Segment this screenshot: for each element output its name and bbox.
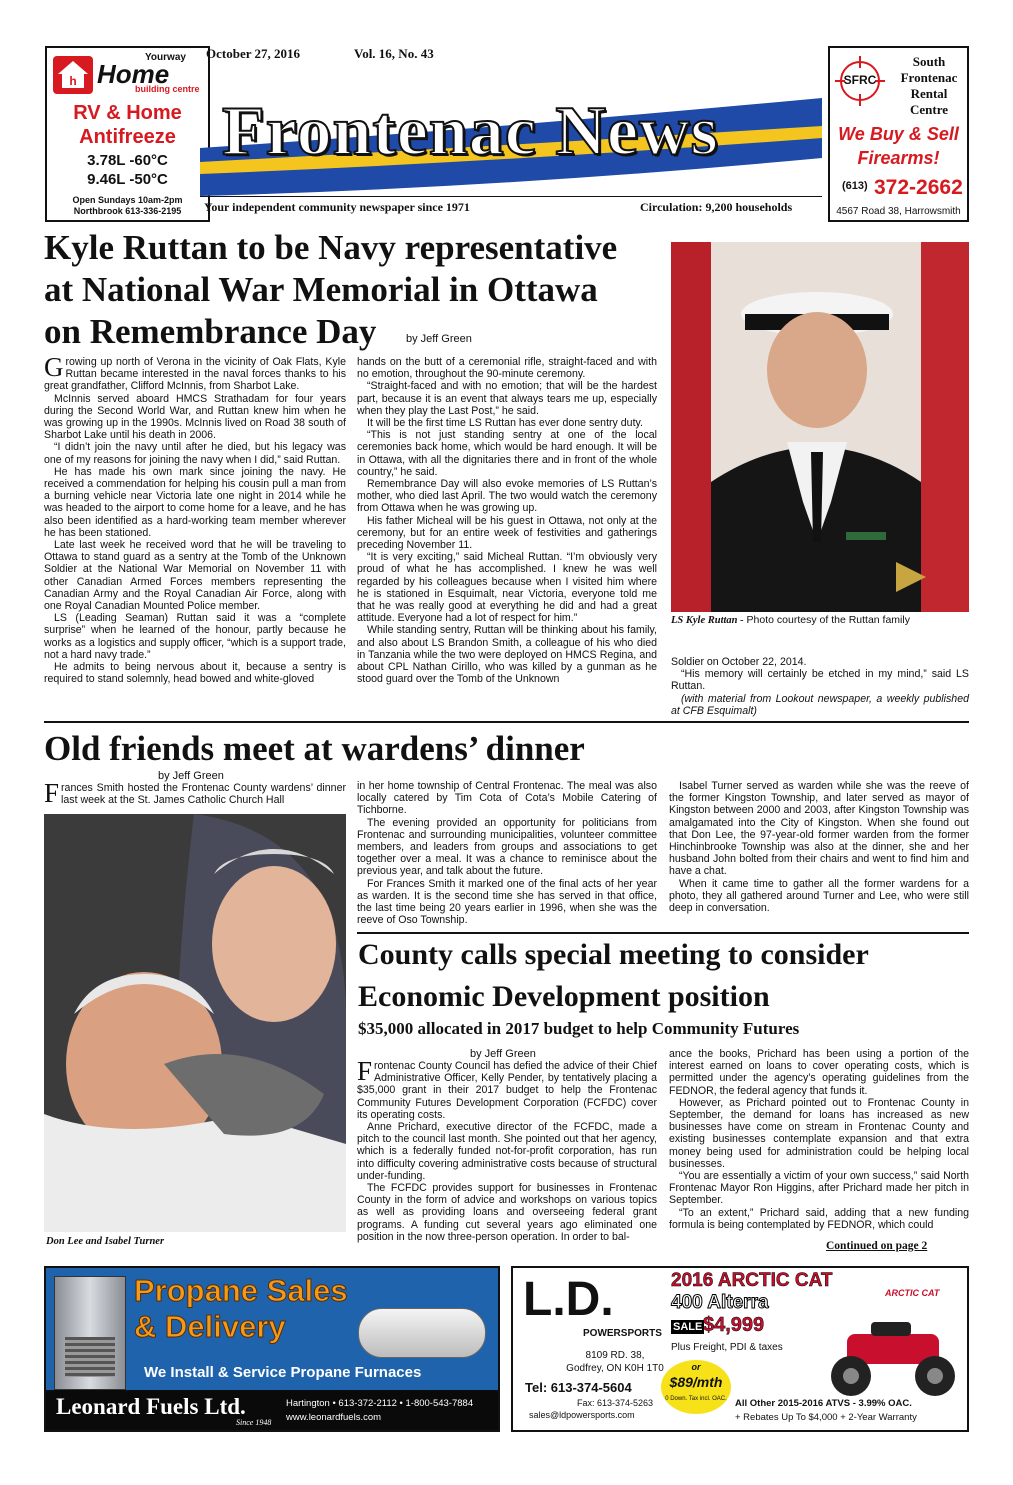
- propane-tank: [358, 1308, 486, 1358]
- paragraph: Isabel Turner served as warden while she was the reeve of the former Kingston Township, and later served as mayor of Kingston between 2000 and 2003, after Kingston Township was amalgamated into the City of Kingston. When she found out that Don Lee, the 97-year-old former warden from the former Hinchinbrooke Township was also at the dinner, she and her husband John bolted from their chairs and went to find him and have a chat.: [669, 780, 969, 878]
- article2-headline: Old friends meet at wardens’ dinner: [44, 729, 585, 768]
- section-rule-2: [357, 932, 969, 934]
- article3-headline-line1: County calls special meeting to consider: [358, 938, 869, 971]
- home-building-centre-ad[interactable]: [45, 46, 210, 222]
- propane-footer: [46, 1390, 498, 1430]
- editor-note: (with material from Lookout newspaper, a weekly published at CFB Esquimalt): [671, 692, 969, 717]
- ld-address2: Godfrey, ON K0H 1T0: [566, 1363, 664, 1374]
- paragraph: ance the books, Prichard has been using a portion of the interest earned on loans to cover operating costs, which is permitted under the agency’s operating guidelines from the FEDNOR, the federal agency that funds it.: [669, 1048, 969, 1097]
- monthly-price: $89/mth: [669, 1374, 723, 1390]
- wardens-caption: Don Lee and Isabel Turner: [46, 1236, 165, 1247]
- ruttan-photo: [671, 242, 969, 612]
- ad-line2: Antifreeze: [79, 126, 176, 148]
- propane-title1: Propane Sales: [134, 1273, 348, 1308]
- paragraph: “To an extent,” Prichard said, adding that a new funding formula is being contemplated by FEDNOR, which could: [669, 1206, 969, 1231]
- monthly-burst: [661, 1360, 731, 1414]
- article2-dropcap: F: [44, 778, 60, 808]
- couple-portrait: [44, 814, 346, 1232]
- arctic-model: 400 Alterra: [671, 1292, 769, 1313]
- arctic-sale-price: $4,999: [703, 1314, 765, 1336]
- issue-date: October 27, 2016: [206, 46, 300, 61]
- paragraph: He has made his own mark since joining the navy. He received a commendation for helping his cousin pull a man from a burning vehicle near Victoria late one night in 2014 while he was headed to the airport to come home for a leave, and he has also been identified as a hard-working team member wherever he has been stationed.: [44, 465, 346, 539]
- sfrc-logo: [835, 56, 885, 106]
- arctic-sale-label: SALE: [673, 1321, 703, 1333]
- furnace-vent: [65, 1337, 115, 1377]
- ld-fax: Fax: 613-374-5263: [576, 1398, 654, 1408]
- arctic-badge: ARCTIC CAT: [885, 1288, 940, 1298]
- continued-link[interactable]: Continued on page 2: [826, 1240, 928, 1252]
- furnace-image: [54, 1276, 126, 1390]
- paragraph: Soldier on October 22, 2014.: [671, 656, 807, 668]
- paragraph: “You are essentially a victim of your own success,” said North Frontenac Mayor Ron Higgins, after Prichard made her pitch in September.: [669, 1170, 969, 1207]
- phone: Northbrook 613-336-2195: [73, 206, 182, 216]
- article1-dropcap: G: [44, 356, 64, 382]
- ld-logo-sub: POWERSPORTS: [583, 1328, 662, 1339]
- article3-col2: [669, 1048, 969, 1238]
- paragraph: rances Smith hosted the Frontenac County wardens’ dinner last week at the St. James Catholic Church Hall: [61, 782, 346, 807]
- paragraph: While standing sentry, Ruttan will be thinking about his family, and also about LS Brandon Smith, a colleague of his who died in Tanzania while the two were deployed on HMCS Regina, and about CPL Nathan Cirillo, who was killed by a gunman as he stood guard over the Tomb of the Unknown: [357, 624, 657, 686]
- ld-logo: L.D.: [523, 1273, 614, 1326]
- sfrc-ad[interactable]: [828, 46, 969, 222]
- paragraph: “This is not just standing sentry at one of the local ceremonies back home, which would be hard enough. It will be in Ottawa, with all the dignitaries there and in front of the whole country,” he said.: [357, 429, 657, 478]
- circulation: Circulation: 9,200 households: [640, 200, 793, 214]
- wardens-photo: [44, 814, 346, 1232]
- sfrc-name2: Frontenac: [900, 70, 958, 85]
- leonard-fuels-ad[interactable]: [44, 1266, 500, 1432]
- paragraph: rontenac County Council has defied the advice of their Chief Administrative Officer, Kelly Pender, by tentatively placing a $35,000 grant in their 2017 budget to help the Frontenac Community Futures Development Corporation (FCFDC) cover its operating costs.: [357, 1060, 657, 1121]
- sfrc-slogan1: We Buy & Sell: [838, 124, 959, 144]
- article2-lead: [44, 778, 346, 808]
- paragraph: However, as Prichard pointed out to Frontenac County in September, the demand for loans has increased as new businesses have come on stream in Frontenac County and existing businesses contemplate expansion and that extra money being used for administration could be helping local businesses.: [669, 1096, 969, 1170]
- paragraph: The evening provided an opportunity for politicians from Frontenac and surrounding municipalities, volunteer committee members, and leaders from groups and associations to get together over a meal. It was a chance to reminisce about the previous year, and talk about the future.: [357, 816, 657, 878]
- brand-sub: building centre: [135, 84, 200, 94]
- article3-headline-line2: Economic Development position: [358, 980, 770, 1013]
- tagline: Your independent community newspaper since 1971: [204, 200, 470, 214]
- propane-service: We Install & Service Propane Furnaces: [144, 1364, 422, 1381]
- caption-text: Photo courtesy of the Ruttan family: [743, 614, 910, 626]
- paragraph: Late last week he received word that he will be traveling to Ottawa to stand guard as a sentry at the Tomb of the Unknown Soldier at the National War Memorial on November 11 with other Canadian Armed Forces members representing the Canadian Army and the Royal Canadian Air Force, along with one Royal Canadian Mounted Police member.: [44, 539, 346, 613]
- propane-since: Since 1948: [236, 1418, 272, 1427]
- ad-line1: RV & Home: [73, 102, 182, 124]
- atv-image: [821, 1312, 965, 1404]
- paragraph: His father Micheal will be his guest in Ottawa, not only at the ceremony, but for an entire week of festivities and gatherings preceding November 11.: [357, 514, 657, 552]
- paragraph: Remembrance Day will also evoke memories of LS Ruttan’s mother, who died last April. The two would watch the ceremony from Ottawa when he was growing up.: [357, 478, 657, 515]
- ld-tel: Tel: 613-374-5604: [525, 1380, 632, 1395]
- paragraph: “I didn’t join the navy until after he died, but his legacy was one of my reasons for joining the navy when I did,” said Ruttan.: [44, 441, 346, 466]
- paragraph: He admits to being nervous about it, because a sentry is required to stand solemnly, head bowed and white-gloved: [44, 661, 346, 686]
- svg-text:h: h: [69, 74, 77, 88]
- price2: 9.46L -50°C: [87, 171, 168, 188]
- article1-col2: [357, 356, 657, 712]
- issue-volume: Vol. 16, No. 43: [354, 46, 434, 61]
- paragraph: “It is very exciting,” said Micheal Ruttan. “I’m obviously very proud of what he has accomplished. I knew he was well regarded by his colleagues because when I visited him where he is stationed in Esquimalt, near Victoria, everyone told me that he was really good at everything he did and had a great attitude. Everyone had a lot of respect for him.”: [357, 551, 657, 625]
- paragraph: “Straight-faced and with no emotion; that will be the hardest part, because it is an event that always tears me up, especially when they play the Last Post,” he said.: [357, 380, 657, 417]
- paragraph: For Frances Smith it marked one of the final acts of her year as warden. It is the second time she has served in that office, the last time being 20 years earlier in 1996, when she was the reeve of Oso Township.: [357, 877, 657, 927]
- section-rule-1: [44, 721, 969, 723]
- ld-email[interactable]: sales@ldpowersports.com: [529, 1410, 635, 1420]
- paragraph: It will be the first time LS Ruttan has ever done sentry duty.: [367, 417, 643, 430]
- ld-address1: 8109 RD. 38,: [585, 1350, 645, 1361]
- article3-subhead: $35,000 allocated in 2017 budget to help Community Futures: [358, 1019, 800, 1038]
- ruttan-caption: [671, 614, 910, 626]
- monthly-note: 0 Down. Tax incl. OAC.: [665, 1396, 727, 1402]
- masthead-rule: [200, 196, 822, 197]
- propane-title2: & Delivery: [134, 1309, 286, 1344]
- paragraph: “His memory will certainly be etched in my mind,” said LS Ruttan.: [671, 668, 969, 693]
- article2-byline: by Jeff Green: [158, 770, 224, 782]
- atv-icon: [821, 1312, 965, 1404]
- article1-headline-line2: at National War Memorial in Ottawa: [44, 270, 598, 309]
- article2-col2: [357, 780, 657, 926]
- paragraph: in her home township of Central Frontenac. The meal was also locally catered by Tim Cota of Cota’s Mobile Catering of Tichborne.: [357, 780, 657, 817]
- arctic-plus: Plus Freight, PDI & taxes: [671, 1342, 783, 1353]
- ld-powersports-ad[interactable]: [511, 1266, 969, 1432]
- brand-small: Yourway: [145, 52, 186, 63]
- paragraph: hands on the butt of a ceremonial rifle, straight-faced and with no emotion, throughout the 90-minute ceremony.: [357, 356, 657, 381]
- article1-headline-line3: on Remembrance Day: [44, 312, 377, 351]
- article3-dropcap: F: [357, 1060, 373, 1086]
- sfrc-logo-text: SFRC: [843, 73, 877, 87]
- sailor-portrait: [671, 242, 969, 612]
- sfrc-name1: South: [912, 54, 946, 69]
- masthead-title: Frontenac News: [222, 93, 719, 170]
- hours: Open Sundays 10am-2pm: [72, 195, 183, 205]
- arctic-model-year: 2016 ARCTIC CAT: [671, 1270, 833, 1291]
- paragraph: The FCFDC provides support for businesses in Frontenac County in the form of advice and workshops on various topics as well as providing loans and overseeing federal grant programs. A funding cut several years ago eliminated one position in the now three-person operation. In order to bal-: [357, 1182, 657, 1243]
- article1-col3: [671, 656, 969, 717]
- brand: Home: [97, 59, 170, 89]
- paragraph: McInnis served aboard HMCS Strathadam for four years during the Second World War, and Ruttan knew him when he was growing up in the 1990s. McInnis lived on Road 38 south of Sharbot Lake until his death in 2006.: [44, 392, 346, 442]
- house-icon: [53, 56, 93, 94]
- offer2: + Rebates Up To $4,000 + 2-Year Warranty: [735, 1412, 917, 1423]
- paragraph: LS (Leading Seaman) Ruttan said it was a “complete surprise” when he learned of the honour, partly because he works as a logistics and supply officer, “which is a support trade, not a hard navy trade.”: [44, 612, 346, 661]
- caption-name: LS Kyle Ruttan -: [671, 615, 744, 626]
- sfrc-address: 4567 Road 38, Harrowsmith: [836, 206, 961, 217]
- sfrc-slogan2: Firearms!: [857, 148, 940, 168]
- propane-contact: Hartington • 613-372-2112 • 1-800-543-7884: [286, 1398, 474, 1409]
- sfrc-phone: 372-2662: [874, 176, 963, 199]
- article3-col1: [357, 1060, 657, 1250]
- paragraph: Anne Prichard, executive director of the FCFDC, made a pitch to the council last month. She pointed out that her agency, which is a federally funded not-for-profit corporation, has run into difficulty covering administrative costs because of structural under-funding.: [357, 1121, 657, 1182]
- sfrc-name3: Rental: [910, 86, 948, 101]
- offer1: All Other 2015-2016 ATVS - 3.99% OAC.: [735, 1398, 912, 1409]
- article1-byline: by Jeff Green: [406, 333, 472, 345]
- sfrc-name4: Centre: [909, 102, 949, 117]
- home-logo: [53, 56, 93, 94]
- article1-col1: [44, 356, 346, 712]
- masthead-banner: [200, 88, 822, 196]
- paragraph: rowing up north of Verona in the vicinity of Oak Flats, Kyle Ruttan became interested in the naval forces thanks to his great grandfather, Clifford McInnis, from Sharbot Lake.: [44, 356, 346, 393]
- sfrc-area: (613): [842, 180, 868, 192]
- propane-web[interactable]: www.leonardfuels.com: [286, 1412, 382, 1423]
- article3-byline: by Jeff Green: [470, 1048, 536, 1060]
- price1: 3.78L -60°C: [87, 152, 168, 169]
- monthly-or: or: [691, 1362, 701, 1372]
- article2-col3: [669, 780, 969, 914]
- propane-company: Leonard Fuels Ltd.: [56, 1394, 246, 1419]
- article1-headline-line1: Kyle Ruttan to be Navy representative: [44, 228, 618, 267]
- paragraph: When it came time to gather all the former wardens for a photo, they all gathered around Turner and Lee, who were still deep in conversation.: [669, 877, 969, 915]
